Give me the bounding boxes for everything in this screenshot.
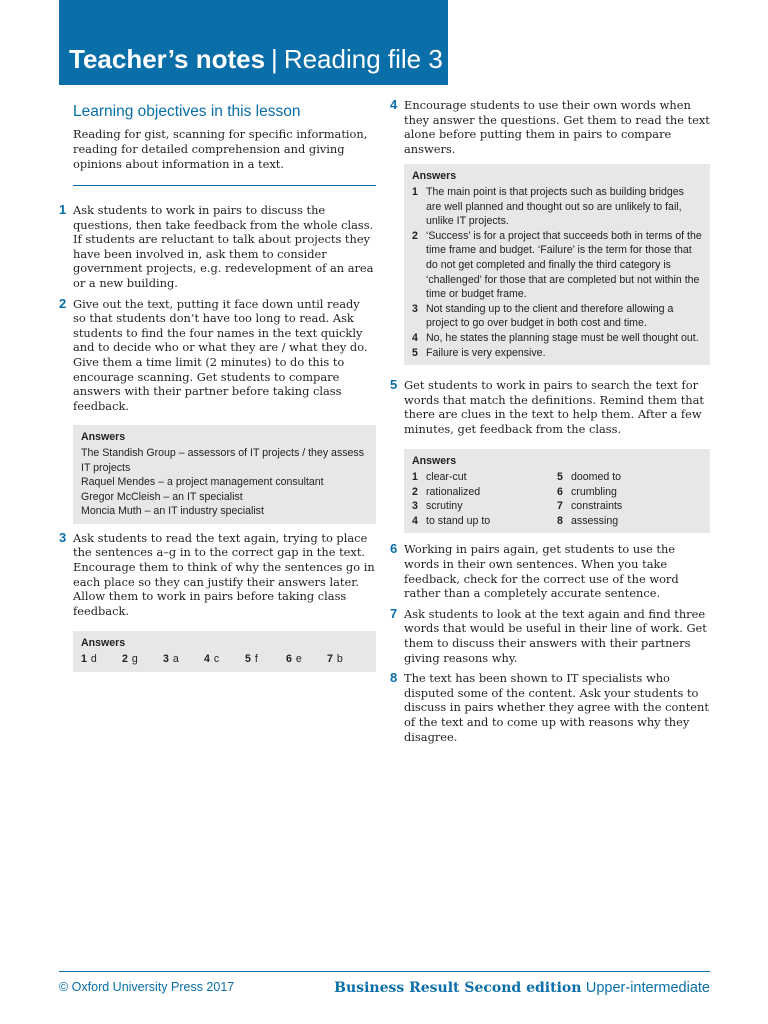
answers-column-1 <box>412 470 557 528</box>
book-title: Business Result Second edition <box>334 980 582 996</box>
answer-pair: 3 a <box>163 653 179 666</box>
answer-pair: 5 f <box>245 653 258 666</box>
answer-item: 2 rationalized <box>412 485 481 498</box>
answers-title: Answers <box>81 637 126 650</box>
answer-item: 4 to stand up to <box>412 514 491 527</box>
right-column <box>390 98 710 744</box>
answer-item: 5 Failure is very expensive. <box>412 346 546 359</box>
step-text: Working in pairs again, get students to use the words in their own sentences. When you take feedback, check for the correct use of the word rather than a completely accurate sentence. <box>404 542 679 601</box>
answer-line: Moncia Muth – an IT industry specialist <box>81 505 264 518</box>
step-5 <box>390 378 710 436</box>
footer-book-title <box>334 980 710 996</box>
answer-pair: 6 e <box>286 653 302 666</box>
footer-copyright: © Oxford University Press 2017 <box>59 980 235 994</box>
step-text: Ask students to work in pairs to discuss the questions, then take feedback from the whole class. If students are reluctant to talk about projects they have been involved in, ask them to consider government projects, e.g. redevelopment of an area or a new building. <box>73 203 374 290</box>
answers-inline <box>81 652 368 667</box>
answers-title: Answers <box>81 431 126 444</box>
title-separator: | <box>271 44 278 74</box>
step-8 <box>390 671 710 744</box>
step-text: Ask students to read the text again, trying to place the sentences a–g in to the correct gap in the text. Encourage them to think of why the sentences go in each place so they can justify their answers later. Allow them to work in pairs before taking class feedback. <box>73 530 375 618</box>
left-column <box>59 100 376 672</box>
page-title-rest: Reading file 3 <box>283 44 443 74</box>
header-band <box>59 0 448 85</box>
step-number: 1 <box>59 202 67 217</box>
page-title <box>69 44 443 75</box>
answers-title: Answers <box>412 170 457 183</box>
answer-line: Gregor McCleish – an IT specialist <box>81 490 243 503</box>
answer-item: 1 clear-cut <box>412 471 467 484</box>
answer-pair: 1 d <box>81 653 97 666</box>
answers-column-2 <box>557 470 702 528</box>
step-text: Get students to work in pairs to search the text for words that match the definitions. Remind them that there are clues in the text to help them. After a few minutes, get feedback from the class. <box>404 378 704 436</box>
answers-box-4 <box>404 164 710 365</box>
answers-box-3 <box>73 631 376 671</box>
step-6 <box>390 542 710 600</box>
step-1 <box>59 203 376 291</box>
page-title-bold: Teacher’s notes <box>69 44 266 74</box>
answer-pair: 4 c <box>204 653 220 666</box>
answer-item: 8 assessing <box>557 514 619 527</box>
step-text: The text has been shown to IT specialists who disputed some of the content. Ask your students to discuss in pairs whether they agree with the content of the text and to come up with reasons why they disagree. <box>404 671 709 744</box>
answer-item: 5 doomed to <box>557 471 622 484</box>
learning-objectives-title: Learning objectives in this lesson <box>73 103 301 120</box>
answer-item: 4 No, he states the planning stage must be well thought out. <box>412 331 699 344</box>
step-number: 3 <box>59 529 67 545</box>
learning-objectives-text: Reading for gist, scanning for specific information, reading for detailed comprehension and giving opinions about information in a text. <box>73 127 368 171</box>
answer-item: 7 constraints <box>557 500 623 513</box>
step-number: 8 <box>390 670 398 686</box>
divider <box>73 185 376 186</box>
answer-line: Raquel Mendes – a project management consultant <box>81 476 324 489</box>
step-number: 4 <box>390 97 398 112</box>
step-4 <box>390 98 710 156</box>
step-text: Ask students to look at the text again and find three words that would be useful in their line of work. Get them to discuss their answers with their partners giving reasons why. <box>404 606 707 665</box>
answers-box-5 <box>404 449 710 533</box>
answer-item: 3 scrutiny <box>412 500 463 513</box>
answers-title: Answers <box>412 455 457 468</box>
step-number: 7 <box>390 605 398 621</box>
answer-item: 1 The main point is that projects such as building bridges are well planned and thought out so are unlikely to fail, unlike IT projects. <box>412 185 684 228</box>
footer-divider <box>59 971 710 972</box>
step-text: Give out the text, putting it face down until ready so that students don’t have too long to read. Ask students to find the four names in the text quickly and to decide who or what they are / what they do. Give them a time limit (2 minutes) to do this to encourage scanning. Get students to compare answers with their partner before taking class feedback. <box>73 296 368 413</box>
answer-item: 2 ‘Success’ is for a project that succeeds both in terms of the time frame and budget. ‘Failure’ is the term for those that do not get completed and finally the third category is ‘challenged’ for those that are completed but not within the time or budget frame. <box>412 229 702 301</box>
book-level: Upper-intermediate <box>585 980 710 996</box>
answers-box-2 <box>73 425 376 524</box>
answer-item: 3 Not standing up to the client and therefore allowing a project to go over budget in both cost and time. <box>412 302 674 330</box>
step-number: 2 <box>59 295 67 311</box>
step-3 <box>59 531 376 619</box>
step-number: 5 <box>390 377 398 393</box>
step-7 <box>390 607 710 665</box>
answer-pair: 7 b <box>327 653 343 666</box>
answer-item: 6 crumbling <box>557 485 617 498</box>
step-number: 6 <box>390 541 398 557</box>
step-2 <box>59 297 376 414</box>
answers-grid <box>412 470 702 528</box>
answer-line: The Standish Group – assessors of IT projects / they assess IT projects <box>81 446 365 474</box>
step-text: Encourage students to use their own words when they answer the questions. Get them to read the text alone before putting them in pairs to compare answers. <box>404 98 710 156</box>
answer-pair: 2 g <box>122 653 138 666</box>
